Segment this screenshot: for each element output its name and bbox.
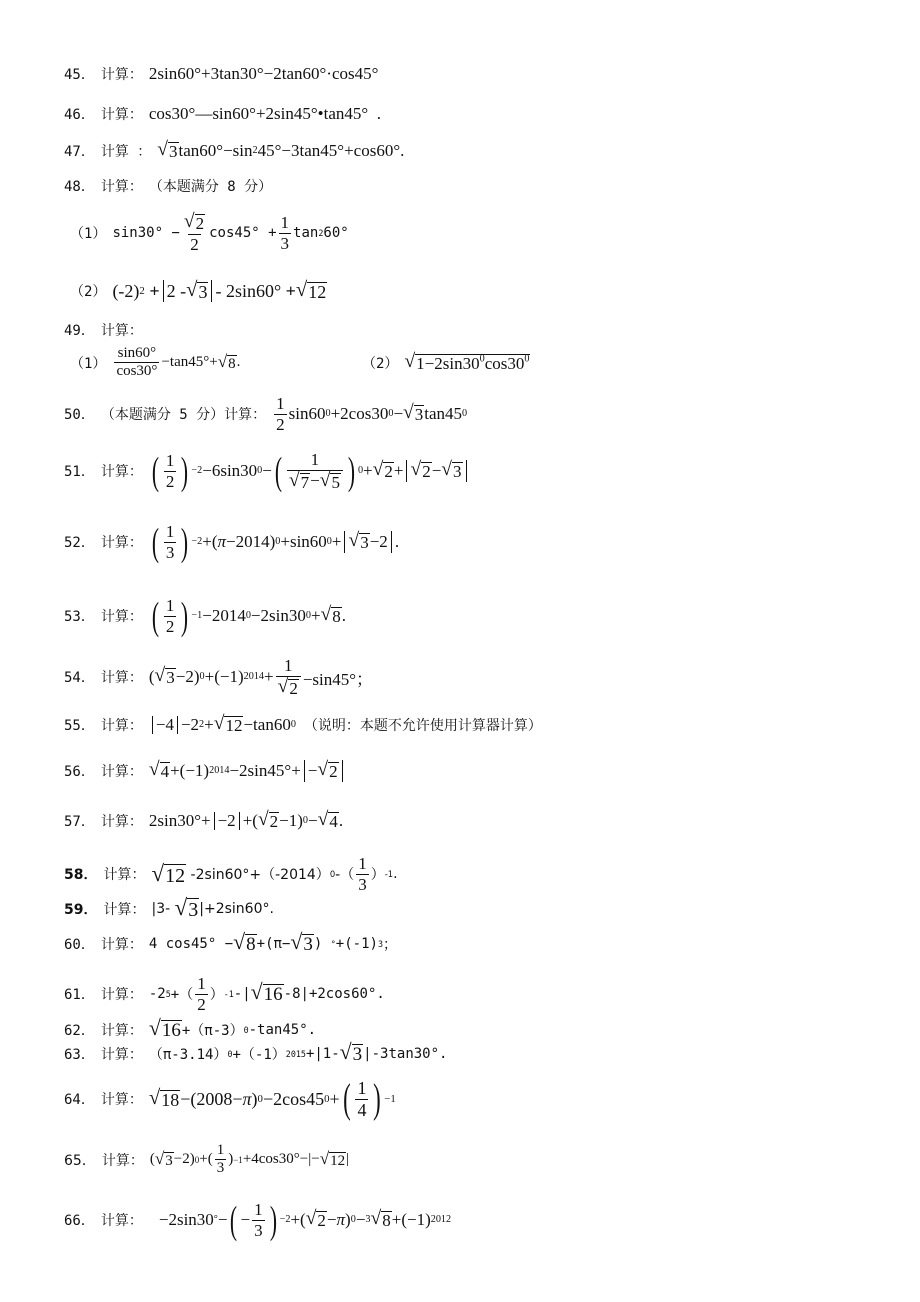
- part-label: （2）: [362, 355, 399, 372]
- problem-51: [64, 450, 470, 492]
- part-label: （2）: [70, 284, 107, 301]
- problem-label: 计算：: [100, 1092, 143, 1109]
- problem-number: 52．: [64, 535, 95, 552]
- problem-53: [64, 596, 346, 636]
- problem-54: [64, 656, 373, 698]
- problem-label: 计算：: [100, 717, 143, 734]
- formula: (-2) 2 + 2 - √ 3 - 2sin60° + √ 12: [112, 279, 327, 302]
- problem-label: 计算：: [100, 535, 143, 552]
- formula: （π-3.14） 0 +（-1） 2015 +|1- √ 3 |-3tan30°.: [148, 1040, 448, 1065]
- formula: cos30°—sin60°+2sin45°•tan45° .: [148, 104, 381, 123]
- formula: $\frac{1}{2}$ sin60 0 +2cos30 0 − √ 3 tan45 0: [276, 394, 468, 434]
- problem-label: 计算：: [100, 464, 143, 481]
- problem-56: [64, 760, 346, 782]
- problem-number: 60．: [64, 936, 95, 953]
- problem-60: [64, 932, 397, 956]
- problem-55: [64, 714, 548, 736]
- problem-49: [64, 320, 149, 340]
- formula: -2 5 +（ $\frac{1}{2}$ ） -1 -| √ 16 -8|+2cos60°.: [148, 974, 385, 1014]
- problem-number: 48．: [64, 179, 95, 195]
- formula: −4 −2 2 + √ 12 −tan60 0: [149, 714, 296, 736]
- problem-number: 55．: [64, 717, 95, 734]
- problem-label: （本题满分 5 分）计算：: [100, 407, 267, 424]
- problem-note: （本题满分 8 分）: [148, 179, 273, 195]
- problem-number: 65．: [64, 1152, 96, 1169]
- formula: ( $\frac{1}{3}$ ) −2 +( π −2014) 0 +sin60 0 + √ 3 −2 .: [151, 520, 400, 564]
- problem-number: 47．: [64, 143, 95, 160]
- problem-65: [64, 1142, 349, 1178]
- problem-number: 56．: [64, 764, 95, 780]
- problem-number: 49．: [64, 323, 95, 339]
- problem-label: 计算：: [100, 179, 143, 195]
- problem-number: 53．: [64, 609, 95, 626]
- part-label: （1）: [70, 355, 107, 372]
- formula: 2sin30°+ −2 +( √ 2 −1) 0 − √ 4 .: [148, 809, 344, 831]
- problem-label: 计算：: [100, 813, 143, 830]
- problem-label: 计算：: [103, 867, 146, 884]
- problem-48-part-2: [70, 280, 327, 303]
- formula: $\frac{\sin 60^\circ}{\cos 30^\circ}$ −tan45°+ √ 8 .: [116, 345, 241, 380]
- problem-49-part-2: [362, 352, 530, 374]
- problem-label: 计算：: [100, 1022, 143, 1039]
- formula: √ 4 +(−1) 2014 −2sin45°+ − √ 2: [149, 760, 346, 782]
- problem-number: 63．: [64, 1046, 95, 1063]
- problem-48: [64, 176, 278, 196]
- formula: ( $\frac{1}{2}$ ) −1 −2014 0 −2sin30 0 + √ 8 .: [151, 594, 347, 638]
- formula: |3- √ 3 |+2sin60°.: [151, 895, 274, 921]
- problem-62: [64, 1018, 316, 1042]
- problem-58: [64, 854, 398, 894]
- formula: sin30° − √ 2 2 cos45° + $\frac{1}{3}$ tan 2 60°: [112, 211, 349, 254]
- formula: √ 3 tan60°−sin 2 45°−3tan45°+cos60°.: [157, 139, 405, 161]
- problem-label: 计算：: [100, 67, 143, 83]
- problem-66: [64, 1200, 451, 1240]
- formula: √ 18 −(2008− π ) 0 −2cos45 0 + ( $\frac{1}{4}$ ) −1: [148, 1075, 396, 1122]
- problem-label: 计算：: [103, 901, 146, 918]
- problem-label: 计算 ：: [100, 143, 152, 160]
- problem-61: [64, 974, 385, 1014]
- problem-number: 59．: [64, 901, 98, 918]
- problem-label: 计算：: [100, 609, 143, 626]
- problem-note: （说明：本题不允许使用计算器计算）: [303, 717, 542, 734]
- problem-number: 45．: [64, 67, 95, 83]
- problem-label: 计算：: [100, 1213, 143, 1230]
- problem-number: 46．: [64, 107, 95, 123]
- formula: ( √ 3 −2) 0 +( $\frac{1}{3}$ ) −1 +4cos30°−|− √ 12 |: [149, 1142, 350, 1177]
- problem-number: 50．: [64, 407, 95, 424]
- problem-64: [64, 1075, 396, 1122]
- problem-label: 计算：: [100, 987, 143, 1004]
- problem-number: 58．: [64, 867, 98, 884]
- problem-46: [64, 104, 381, 124]
- problem-47: [64, 140, 404, 162]
- problem-label: 计算：: [100, 764, 143, 780]
- problem-48-part-1: [70, 212, 349, 254]
- formula: ( $\frac{1}{2}$ ) −2 −6sin30 0 − ( 1 √ 7 − √ 5 ) 0 + √ 2 + √ 2 − √ 3: [149, 450, 470, 492]
- formula: 4 cos45° − √ 8 +(π− √ 3 ) ° +(-1) 3 ；: [148, 930, 397, 955]
- problem-number: 51．: [64, 464, 95, 481]
- problem-45: [64, 64, 378, 84]
- problem-number: 62．: [64, 1022, 95, 1039]
- formula: ( √ 3 −2) 0 +(−1) 2014 + 1 √ 2 −sin45°；: [148, 656, 374, 698]
- problem-number: 66．: [64, 1213, 95, 1230]
- problem-label: 计算：: [100, 1046, 143, 1063]
- problem-59: [64, 896, 274, 921]
- problem-49-part-1: [70, 345, 240, 381]
- formula: 2sin60°+3tan30°−2tan60°·cos45°: [148, 64, 379, 83]
- problem-number: 61．: [64, 987, 95, 1004]
- problem-number: 57．: [64, 813, 95, 830]
- part-label: （1）: [70, 226, 107, 243]
- problem-52: [64, 522, 399, 562]
- problem-label: 计算：: [100, 323, 143, 339]
- formula: √ $1-2\sin 30^0\cos 30^0$: [404, 351, 530, 373]
- problem-label: 计算：: [100, 936, 143, 953]
- problem-63: [64, 1042, 447, 1066]
- problem-label: 计算：: [100, 107, 143, 123]
- formula: −2sin30 ° − ( − $\frac{1}{3}$ ) −2 +( √ 2 − π ) 0 − 3 √ 8 +(−1) 2012: [158, 1198, 452, 1242]
- problem-50: [64, 394, 467, 434]
- problem-number: 54．: [64, 670, 95, 687]
- problem-57: [64, 810, 343, 832]
- problem-number: 64．: [64, 1092, 95, 1109]
- problem-label: 计算：: [100, 670, 143, 687]
- formula: √ 16 +（π-3） 0 -tan45°.: [148, 1016, 317, 1041]
- formula: √ 12 -2sin60°+（-2014） 0 -（ $\frac{1}{3}$ ） -1 .: [151, 854, 398, 894]
- problem-label: 计算：: [101, 1152, 144, 1169]
